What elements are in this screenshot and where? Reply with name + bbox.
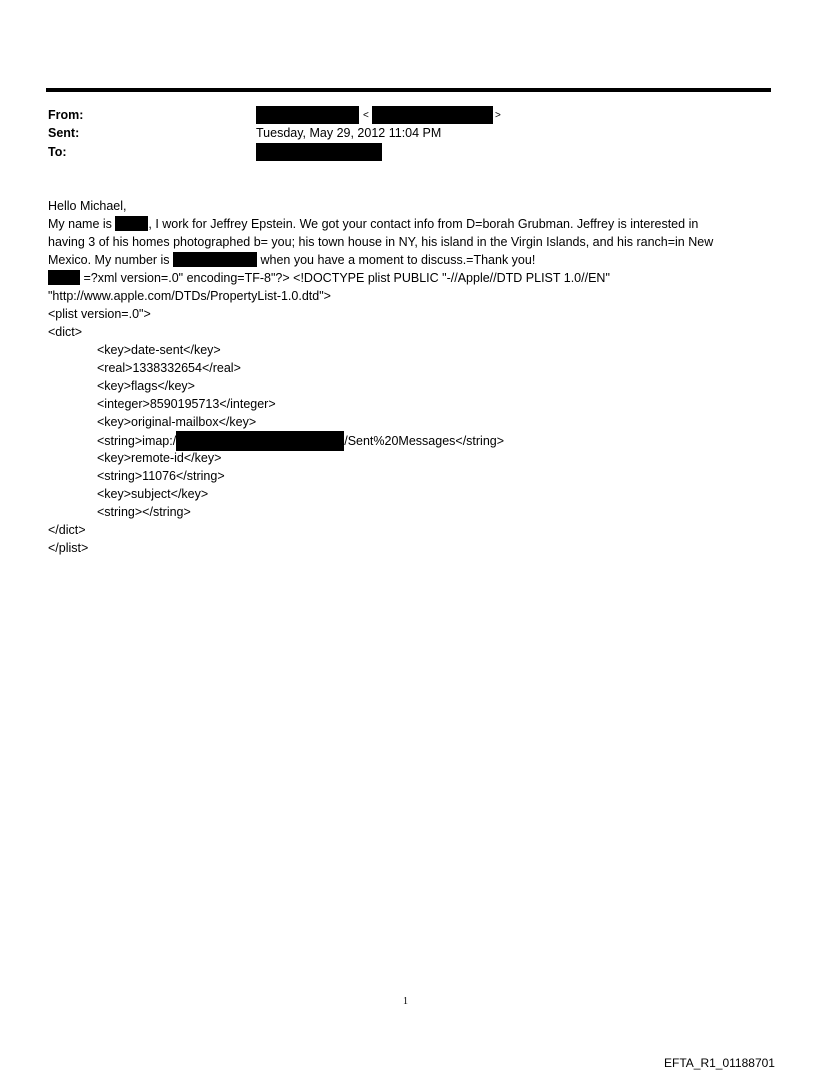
body-line-3b: when you have a moment to discuss.=Thank you! bbox=[257, 253, 536, 267]
body-line-1b: , I work for Jeffrey Epstein. We got your contact info from D=borah Grubman. Jeffrey is interested in bbox=[148, 217, 699, 231]
email-open-bracket: < bbox=[363, 110, 369, 121]
body-line-2: having 3 of his homes photographed b= you; his town house in NY, his island in the Virgin Islands, and his ranch=in New bbox=[48, 235, 714, 249]
imap-line-b: /Sent%20Messages</string> bbox=[344, 434, 505, 448]
xml-prefix-redaction bbox=[48, 270, 80, 285]
from-label: From: bbox=[48, 108, 84, 122]
plist-line: <integer>8590195713</integer> bbox=[97, 397, 276, 411]
body-line-3 bbox=[48, 251, 535, 269]
document-id: EFTA_R1_01188701 bbox=[664, 1056, 775, 1070]
body-line-3a: Mexico. My number is bbox=[48, 253, 174, 267]
plist-line: <key>subject</key> bbox=[97, 487, 209, 501]
plist-line: <key>remote-id</key> bbox=[97, 451, 222, 465]
page-number: 1 bbox=[403, 996, 408, 1007]
imap-line bbox=[97, 431, 504, 451]
dict-close: </dict> bbox=[48, 523, 86, 537]
plist-close: </plist> bbox=[48, 541, 89, 555]
to-label: To: bbox=[48, 145, 67, 159]
plist-open: <plist version=.0"> bbox=[48, 307, 151, 321]
plist-line: <real>1338332654</real> bbox=[97, 361, 241, 375]
plist-line: <key>flags</key> bbox=[97, 379, 195, 393]
sent-label: Sent: bbox=[48, 126, 80, 140]
sent-value: Tuesday, May 29, 2012 11:04 PM bbox=[256, 126, 442, 140]
plist-line: <key>date-sent</key> bbox=[97, 343, 221, 357]
plist-line: <string>11076</string> bbox=[97, 469, 225, 483]
body-line-4 bbox=[48, 269, 610, 287]
plist-line: <string></string> bbox=[97, 505, 191, 519]
body-line-1 bbox=[48, 215, 698, 233]
from-name-redaction bbox=[256, 106, 359, 124]
body-line-5: "http://www.apple.com/DTDs/PropertyList-1.0.dtd"> bbox=[48, 289, 331, 303]
header-rule bbox=[46, 88, 771, 92]
greeting: Hello Michael, bbox=[48, 199, 127, 213]
body-line-4-text: =?xml version=.0" encoding=TF-8"?> <!DOCTYPE plist PUBLIC "-//Apple//DTD PLIST 1.0//EN" bbox=[80, 271, 610, 285]
dict-open: <dict> bbox=[48, 325, 83, 339]
name-redaction bbox=[115, 216, 148, 231]
body-line-1a: My name is bbox=[48, 217, 116, 231]
plist-line: <key>original-mailbox</key> bbox=[97, 415, 257, 429]
to-redaction bbox=[256, 143, 382, 161]
from-email-redaction bbox=[372, 106, 493, 124]
phone-redaction bbox=[173, 252, 257, 267]
imap-line-a: <string>imap:/ bbox=[97, 434, 177, 448]
imap-path-redaction bbox=[176, 431, 344, 451]
email-close-bracket: > bbox=[495, 110, 501, 121]
